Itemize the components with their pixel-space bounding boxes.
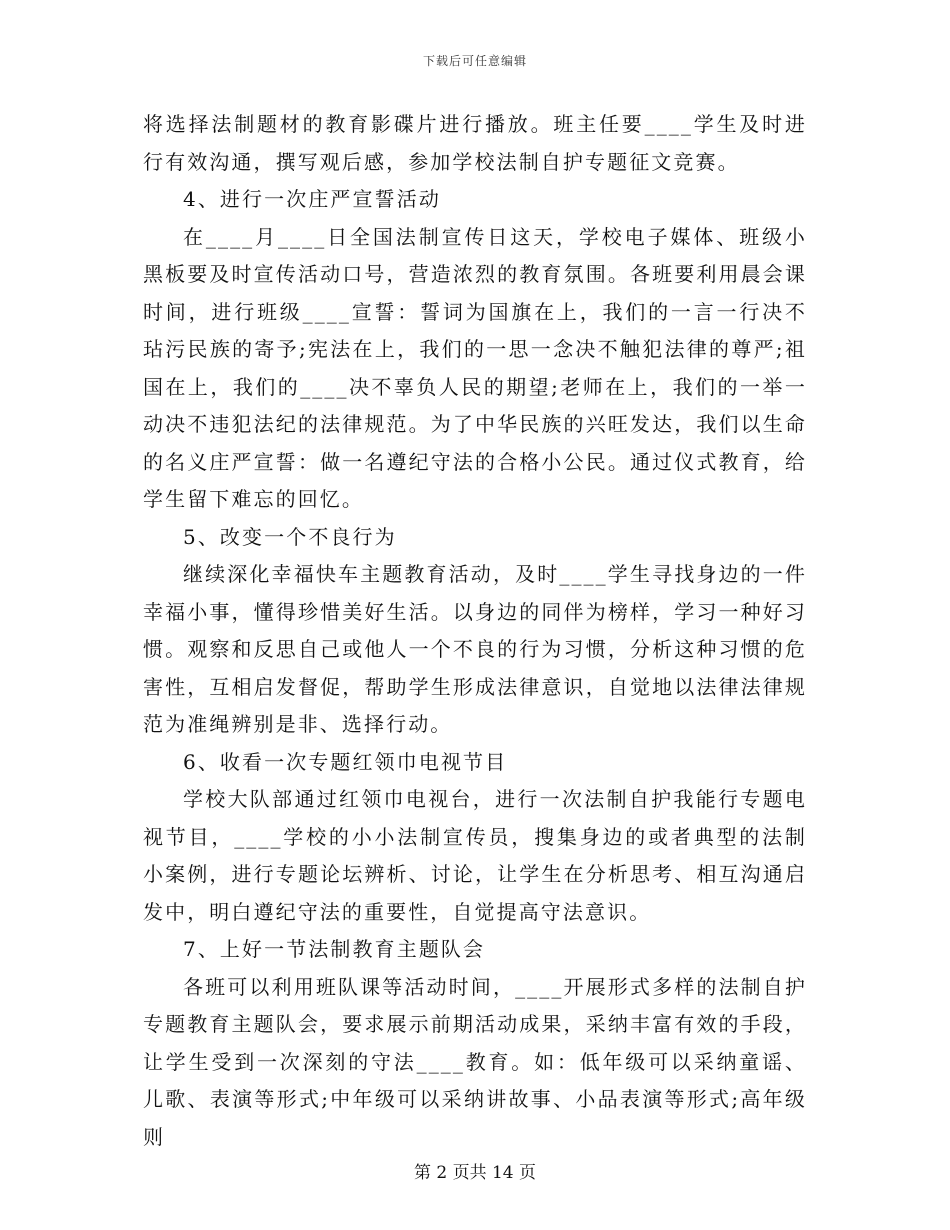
section-heading-7: 7、上好一节法制教育主题队会 — [183, 937, 486, 961]
paragraph-section-6: 学校大队部通过红领巾电视台，进行一次法制自护我能行专题电视节目，____学校的小小法制宣传员，搜集身边的或者典型的法制小案例，进行专题论坛辨析、讨论，让学生在分析思考、相互沟通启发中，明白遵纪守法的重要性，自觉提高守法意识。 — [143, 787, 807, 924]
section-heading-5: 5、改变一个不良行为 — [183, 524, 397, 549]
section-heading-4: 4、进行一次庄严宣誓活动 — [183, 187, 441, 211]
paragraph-continuation: 将选择法制题材的教育影碟片进行播放。班主任要____学生及时进行有效沟通，撰写观后感，参加学校法制自护专题征文竞赛。 — [143, 112, 807, 174]
page-header: 下载后可任意编辑 — [422, 54, 527, 68]
section-heading-6: 6、收看一次专题红领巾电视节目 — [183, 749, 508, 774]
document-body — [143, 106, 807, 1156]
paragraph-section-7: 各班可以利用班队课等活动时间，____开展形式多样的法制自护专题教育主题队会，要求展示前期活动成果，采纳丰富有效的手段，让学生受到一次深刻的守法____教育。如：低年级可以采纳童谣、儿歌、表演等形式;中年级可以采纳讲故事、小品表演等形式;高年级则 — [143, 974, 807, 1149]
page-footer: 第 2 页共 14 页 — [413, 1163, 537, 1183]
paragraph-section-4: 在____月____日全国法制宣传日这天，学校电子媒体、班级小黑板要及时宣传活动口号，营造浓烈的教育氛围。各班要利用晨会课时间，进行班级____宣誓：誓词为国旗在上，我们的一言一行决不玷污民族的寄予;宪法在上，我们的一思一念决不触犯法律的尊严;祖国在上，我们的____决不辜负人民的期望;老师在上，我们的一举一动决不违犯法纪的法律规范。为了中华民族的兴旺发达，我们以生命的名义庄严宣誓：做一名遵纪守法的合格小公民。通过仪式教育，给学生留下难忘的回忆。 — [143, 224, 807, 511]
paragraph-section-5: 继续深化幸福快车主题教育活动，及时____学生寻找身边的一件幸福小事，懂得珍惜美好生活。以身边的同伴为榜样，学习一种好习惯。观察和反思自己或他人一个不良的行为习惯，分析这种习惯的危害性，互相启发督促，帮助学生形成法律意识，自觉地以法律法律规范为准绳辨别是非、选择行动。 — [143, 562, 807, 736]
